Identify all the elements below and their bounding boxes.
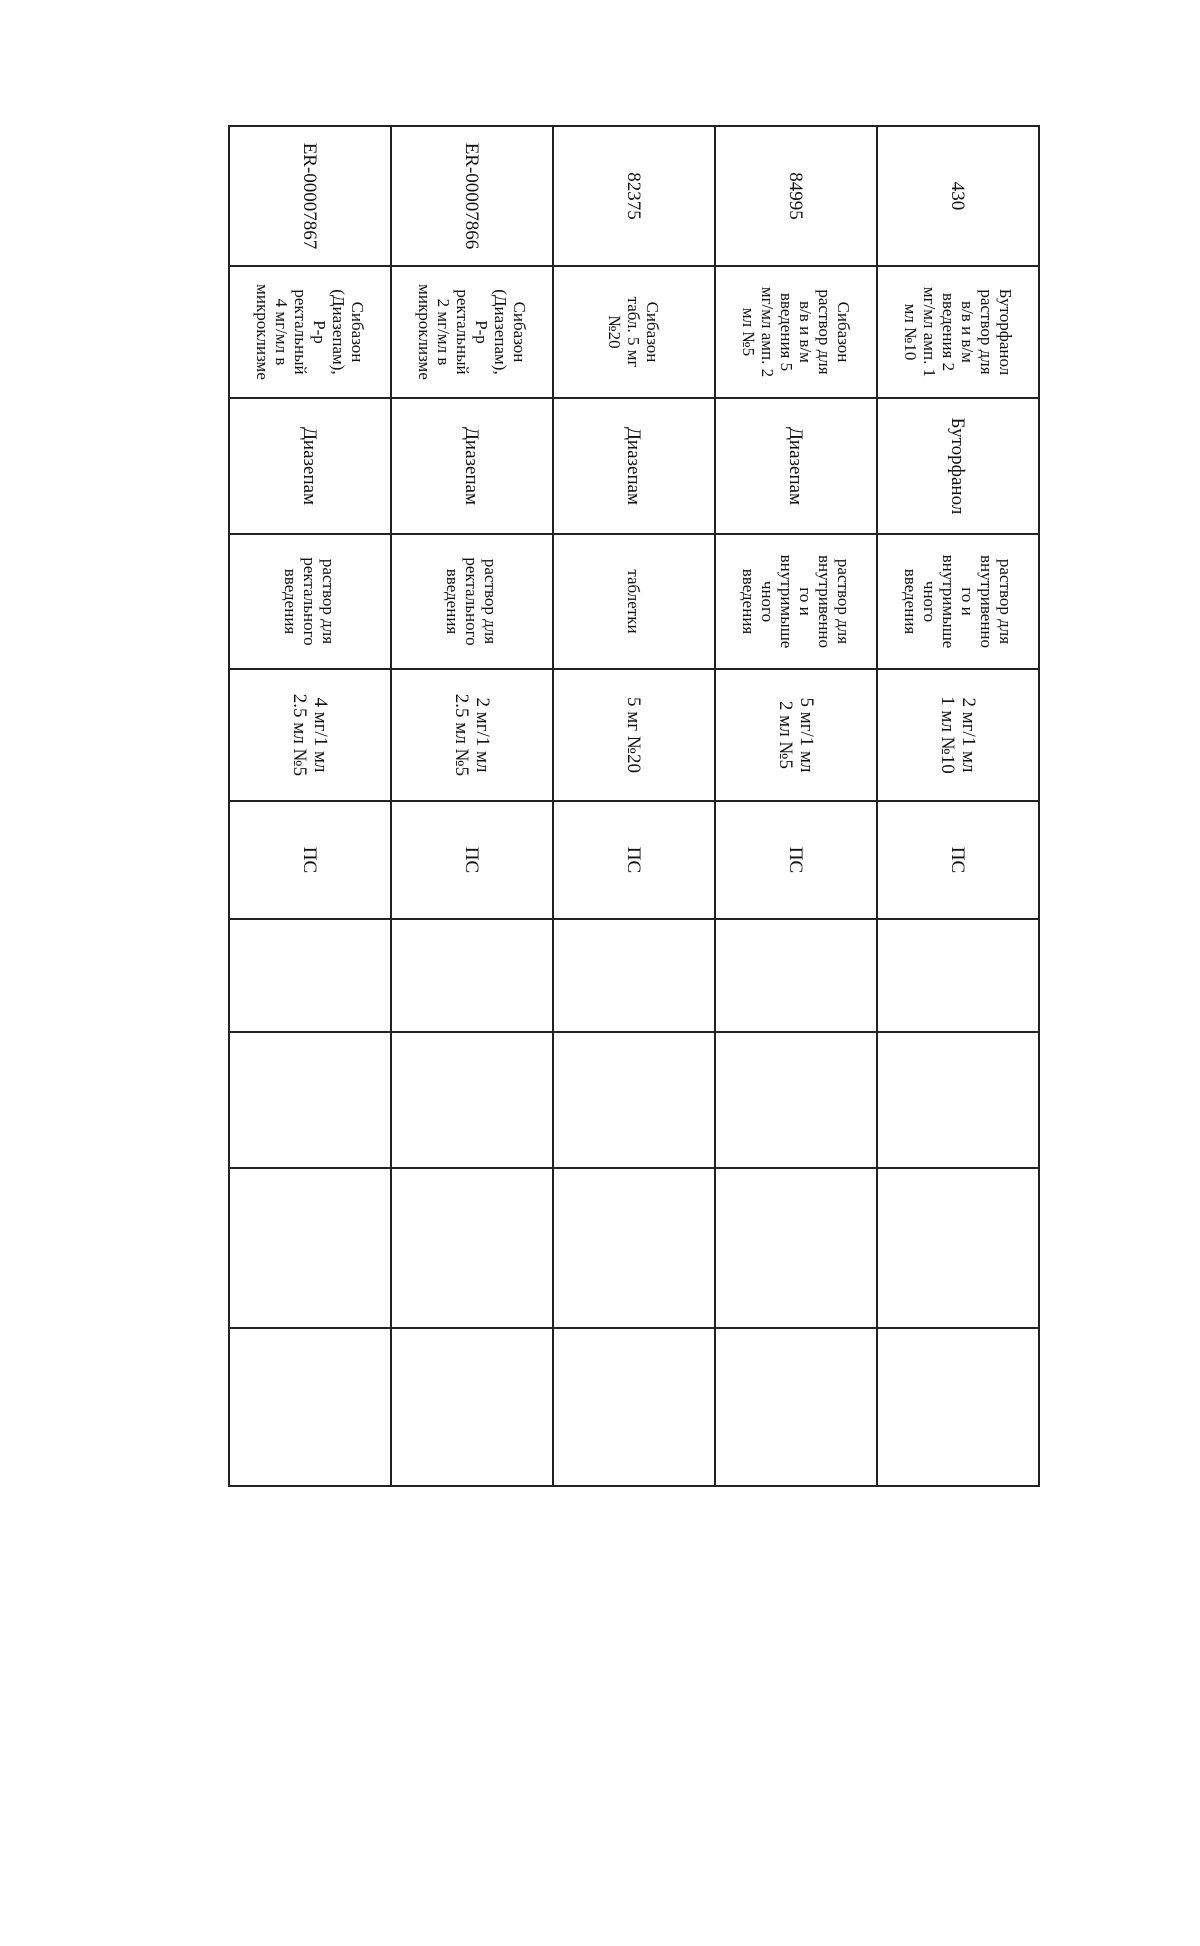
empty-cell [715, 919, 877, 1032]
empty-cell [715, 1328, 877, 1486]
code-cell: ER-00007866 [391, 126, 553, 266]
form-cell: таблетки [553, 534, 715, 669]
form-cell: раствор для внутривенно го и внутримыше чного введения [715, 534, 877, 669]
rotated-table-frame [230, 125, 1040, 1485]
table-row [391, 126, 553, 1486]
trade-name-cell: Сибазон (Диазепам), Р-р ректальный 4 мг/мл в микроклизме [229, 266, 391, 398]
empty-cell [715, 1032, 877, 1168]
table-row [877, 126, 1039, 1486]
trade-name-cell: Буторфанол раствор для в/в и в/м введения 2 мг/мл амп. 1 мл №10 [877, 266, 1039, 398]
empty-cell [877, 1328, 1039, 1486]
empty-cell [553, 1168, 715, 1328]
code-cell: 82375 [553, 126, 715, 266]
empty-cell [229, 1032, 391, 1168]
inn-cell: Буторфанол [877, 398, 1039, 534]
empty-cell [391, 1168, 553, 1328]
category-cell: ПС [229, 801, 391, 919]
category-cell: ПС [877, 801, 1039, 919]
inn-cell: Диазепам [229, 398, 391, 534]
drug-table [228, 125, 1040, 1487]
empty-cell [229, 1328, 391, 1486]
form-cell: раствор для ректального введения [391, 534, 553, 669]
category-cell: ПС [391, 801, 553, 919]
trade-name-cell: Сибазон (Диазепам), Р-р ректальный 2 мг/мл в микроклизме [391, 266, 553, 398]
empty-cell [391, 919, 553, 1032]
empty-cell [229, 1168, 391, 1328]
code-cell: ER-00007867 [229, 126, 391, 266]
table-row [229, 126, 391, 1486]
trade-name-cell: Сибазон табл. 5 мг №20 [553, 266, 715, 398]
empty-cell [391, 1032, 553, 1168]
empty-cell [229, 919, 391, 1032]
table-row [715, 126, 877, 1486]
inn-cell: Диазепам [553, 398, 715, 534]
empty-cell [877, 1032, 1039, 1168]
empty-cell [877, 919, 1039, 1032]
dosage-cell: 5 мг №20 [553, 669, 715, 801]
empty-cell [715, 1168, 877, 1328]
dosage-cell: 2 мг/1 мл 2.5 мл №5 [391, 669, 553, 801]
code-cell: 84995 [715, 126, 877, 266]
empty-cell [553, 919, 715, 1032]
empty-cell [553, 1328, 715, 1486]
inn-cell: Диазепам [715, 398, 877, 534]
table-row [553, 126, 715, 1486]
form-cell: раствор для ректального введения [229, 534, 391, 669]
dosage-cell: 5 мг/1 мл 2 мл №5 [715, 669, 877, 801]
category-cell: ПС [553, 801, 715, 919]
dosage-cell: 2 мг/1 мл 1 мл №10 [877, 669, 1039, 801]
empty-cell [877, 1168, 1039, 1328]
code-cell: 430 [877, 126, 1039, 266]
empty-cell [553, 1032, 715, 1168]
category-cell: ПС [715, 801, 877, 919]
form-cell: раствор для внутривенно го и внутримыше чного введения [877, 534, 1039, 669]
empty-cell [391, 1328, 553, 1486]
dosage-cell: 4 мг/1 мл 2.5 мл №5 [229, 669, 391, 801]
inn-cell: Диазепам [391, 398, 553, 534]
trade-name-cell: Сибазон раствор для в/в и в/м введения 5 мг/мл амп. 2 мл №5 [715, 266, 877, 398]
